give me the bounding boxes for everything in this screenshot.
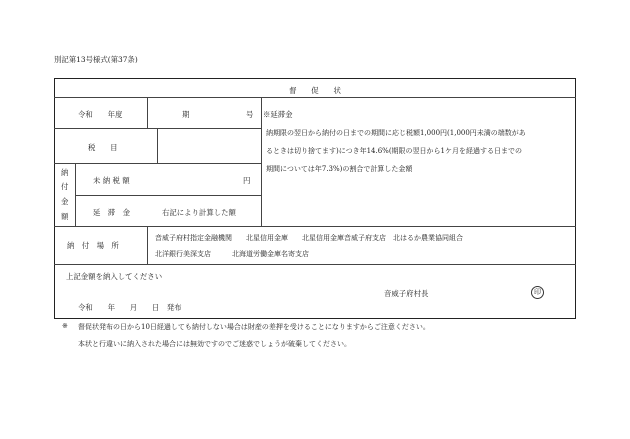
payment-amount-label: 金 (61, 197, 69, 206)
payment-amount-label: 付 (61, 182, 69, 191)
period-label: 期 (182, 110, 190, 119)
unpaid-tax-label: 未 納 税 額 (93, 176, 130, 185)
divider (54, 163, 261, 164)
form-number-label: 別記第13号様式(第37条) (54, 55, 138, 64)
footer-note-line: 督促状発布の日から10日経過しても納付しない場合は財産の差押を受けることになりますからご注意ください。 (78, 323, 430, 331)
divider (54, 264, 576, 265)
payment-places-line: 音威子府村指定金融機関 北星信用金庫 北星信用金庫音威子府支店 北はるか農業協同組合 (155, 234, 463, 242)
divider (261, 97, 262, 226)
divider (75, 163, 76, 226)
footer-note-line: 本状と行違いに納入された場合には無効ですのでご迷惑でしょうが破棄してください。 (78, 340, 351, 348)
late-fee-note-line: 納期限の翌日から納付の日までの期間に応じ税額1,000円(1,000円未満の端数があ (266, 129, 526, 137)
seal-mark: 印 (531, 286, 544, 299)
late-fee-note-line: るときは切り捨てます)につき年14.6%(期限の翌日から1ケ月を経過する日までの (266, 147, 523, 155)
divider (157, 128, 158, 163)
fiscal-year-field: 令和 年度 (78, 110, 123, 119)
notice-form-frame (54, 78, 576, 319)
late-fee-note-line: 期間については年7.3%)の割合で計算した金額 (266, 165, 413, 173)
divider (54, 226, 576, 227)
payment-place-label: 納 付 場 所 (67, 241, 119, 250)
payment-places-line: 北洋銀行美深支店 北海道労働金庫名寄支店 (155, 250, 309, 258)
divider (54, 97, 576, 98)
late-fee-note-title: ※延滞金 (263, 110, 293, 119)
issuer: 音威子府村長 (384, 289, 429, 298)
request-text: 上記金額を納入してください (66, 272, 163, 281)
form-title: 督 促 状 (289, 86, 341, 95)
yen-unit: 円 (243, 176, 251, 185)
divider (75, 195, 261, 196)
late-fee-calc-text: 右記により計算した額 (162, 208, 236, 217)
number-label: 号 (246, 110, 254, 119)
late-fee-label: 延 滞 金 (93, 208, 130, 217)
note-mark: ※ (62, 322, 68, 330)
divider (147, 97, 148, 128)
tax-category-label: 税 目 (88, 143, 118, 152)
payment-amount-label: 額 (61, 212, 69, 221)
divider (147, 226, 148, 264)
issue-date: 令和 年 月 日 発布 (78, 303, 182, 312)
payment-amount-label: 納 (61, 168, 69, 177)
